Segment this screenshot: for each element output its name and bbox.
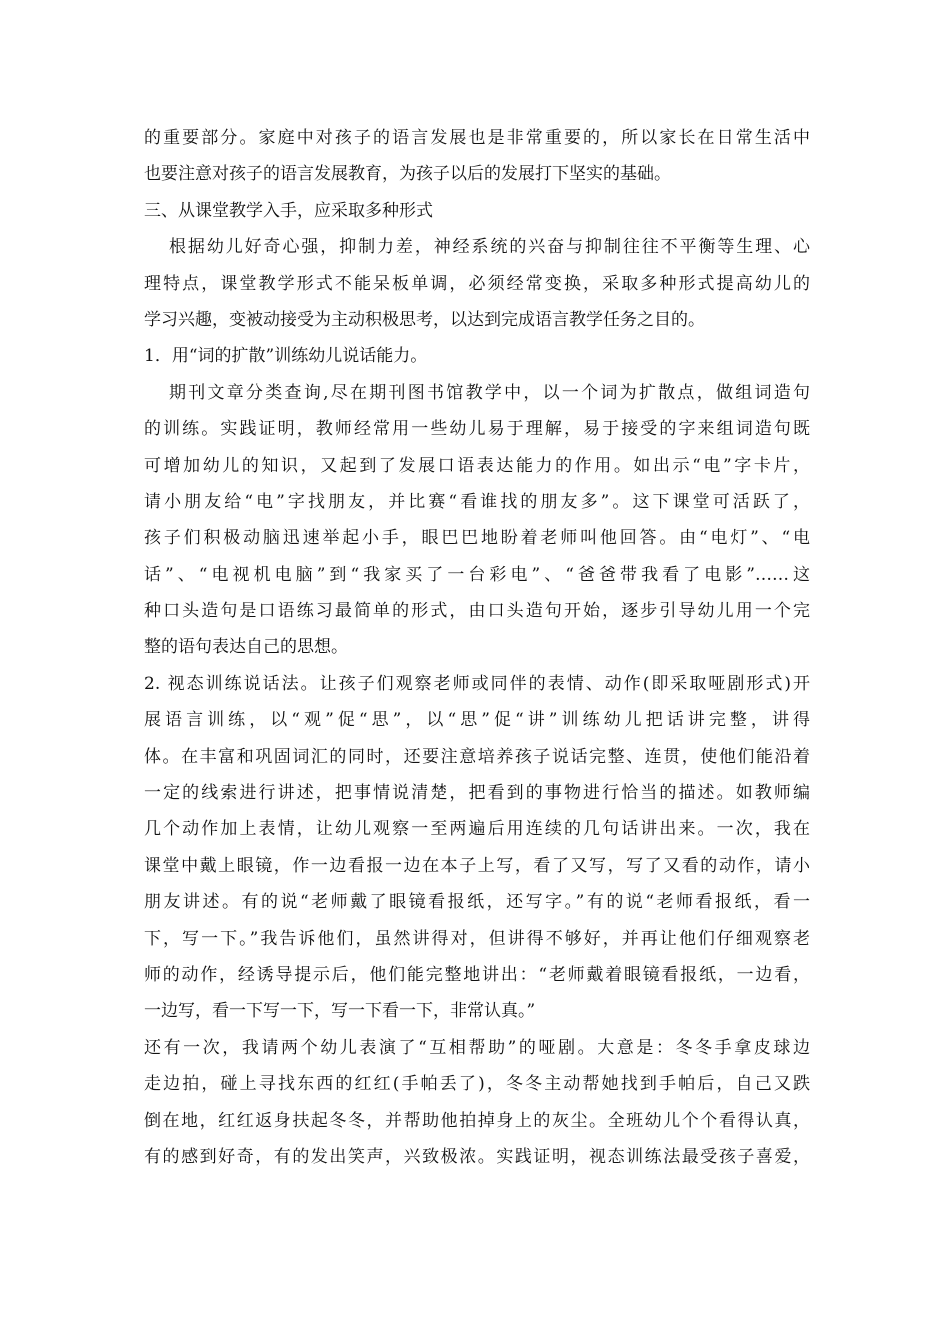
text-line: 课堂中戴上眼镜，作一边看报一边在本子上写，看了又写，写了又看的动作，请小	[144, 855, 810, 876]
text-line: 下，写一下。”我告诉他们，虽然讲得对，但讲得不够好，并再让他们仔细观察老	[144, 928, 810, 949]
text-line: 的训练。实践证明，教师经常用一些幼儿易于理解，易于接受的字来组词造句既	[144, 419, 810, 440]
text-line: 根据幼儿好奇心强，抑制力差，神经系统的兴奋与抑制往往不平衡等生理、心	[169, 237, 810, 258]
text-line: 也要注意对孩子的语言发展教育，为孩子以后的发展打下坚实的基础。	[144, 164, 671, 185]
text-line: 学习兴趣，变被动接受为主动积极思考，以达到完成语言教学任务之目的。	[144, 309, 705, 330]
text-line: 1．用“词的扩散”训练幼儿说话能力。	[144, 346, 428, 367]
text-line: 三、从课堂教学入手，应采取多种形式	[144, 200, 433, 221]
text-line: 体。在丰富和巩固词汇的同时，还要注意培养孩子说话完整、连贯，使他们能沿着	[144, 746, 810, 767]
text-line: 一定的线索进行讲述，把事情说清楚，把看到的事物进行恰当的描述。如教师编	[144, 783, 810, 804]
text-line: 话”、“电视机电脑”到“我家买了一台彩电”、“爸爸带我看了电影”……这	[144, 564, 810, 585]
text-line: 期刊文章分类查询,尽在期刊图书馆教学中，以一个词为扩散点，做组词造句	[169, 382, 810, 403]
text-line: 走边拍，碰上寻找东西的红红(手帕丢了)，冬冬主动帮她找到手帕后，自己又跌	[144, 1074, 810, 1095]
document-page	[144, 120, 810, 1175]
text-line: 2. 视态训练说话法。让孩子们观察老师或同伴的表情、动作(即采取哑剧形式)开	[144, 673, 810, 694]
text-line: 请小朋友给“电”字找朋友，并比赛“看谁找的朋友多”。这下课堂可活跃了，	[144, 491, 810, 512]
text-line: 种口头造句是口语练习最简单的形式，由口头造句开始，逐步引导幼儿用一个完	[144, 601, 810, 622]
text-line: 一边写，看一下写一下，写一下看一下，非常认真。”	[144, 1001, 536, 1022]
text-line: 倒在地，红红返身扶起冬冬，并帮助他拍掉身上的灰尘。全班幼儿个个看得认真，	[144, 1110, 810, 1131]
text-line: 师的动作，经诱导提示后，他们能完整地讲出：“老师戴着眼镜看报纸，一边看，	[144, 964, 810, 985]
text-line: 有的感到好奇，有的发出笑声，兴致极浓。实践证明，视态训练法最受孩子喜爱，	[144, 1146, 810, 1167]
text-line: 展语言训练，以“观”促“思”，以“思”促“讲”训练幼儿把话讲完整，讲得	[144, 710, 810, 731]
text-line: 朋友讲述。有的说“老师戴了眼镜看报纸，还写字。”有的说“老师看报纸，看一	[144, 892, 810, 913]
text-line: 几个动作加上表情，让幼儿观察一至两遍后用连续的几句话讲出来。一次，我在	[144, 819, 810, 840]
text-line: 可增加幼儿的知识，又起到了发展口语表达能力的作用。如出示“电”字卡片，	[144, 455, 810, 476]
text-line: 的重要部分。家庭中对孩子的语言发展也是非常重要的，所以家长在日常生活中	[144, 128, 810, 148]
text-line: 还有一次，我请两个幼儿表演了“互相帮助”的哑剧。大意是：冬冬手拿皮球边	[144, 1037, 810, 1058]
text-line: 整的语句表达自己的思想。	[144, 637, 348, 658]
text-line: 孩子们积极动脑迅速举起小手，眼巴巴地盼着老师叫他回答。由“电灯”、“电	[144, 528, 810, 549]
text-line: 理特点，课堂教学形式不能呆板单调，必须经常变换，采取多种形式提高幼儿的	[144, 273, 810, 294]
